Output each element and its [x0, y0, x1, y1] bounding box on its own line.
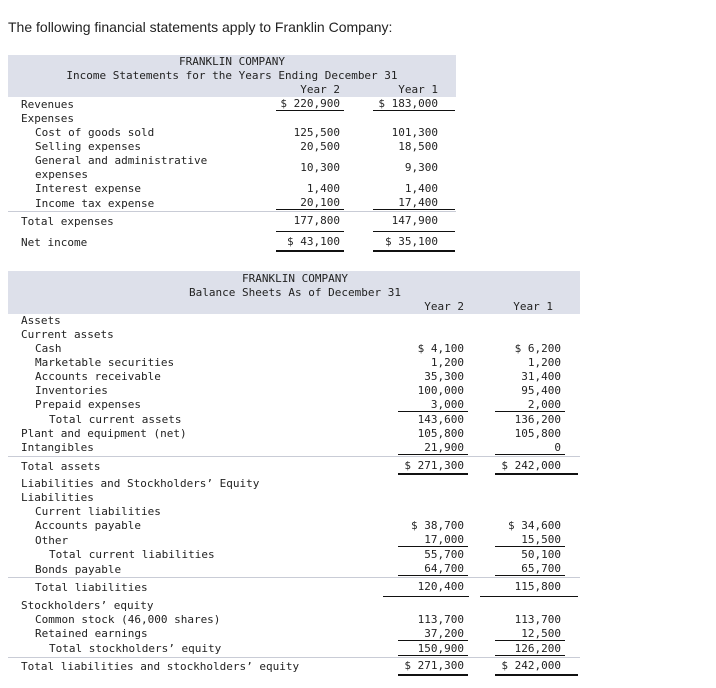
interest-label: Interest expense	[35, 182, 141, 195]
other-y1: 15,500	[521, 533, 561, 546]
underline	[398, 575, 468, 576]
underline	[373, 209, 455, 210]
double-underline	[373, 250, 455, 252]
income-col-year1: Year 1	[398, 83, 438, 96]
total-expenses-y1: 147,900	[391, 214, 438, 227]
cogs-y1: 101,300	[391, 126, 438, 139]
total-assets-y1: $ 242,000	[501, 459, 561, 472]
total-equity-label: Total stockholders’ equity	[49, 642, 222, 655]
double-underline	[495, 674, 578, 676]
total-le-label: Total liabilities and stockholders’ equity	[21, 660, 300, 673]
underline	[495, 546, 565, 547]
bonds-label: Bonds payable	[35, 563, 122, 576]
total-current-assets-y2: 143,600	[417, 413, 464, 426]
liab-equity-label: Liabilities and Stockholders’ Equity	[21, 477, 260, 490]
current-assets-label: Current assets	[21, 328, 114, 341]
net-income-label: Net income	[21, 236, 88, 249]
total-expenses-label: Total expenses	[21, 215, 114, 228]
underline	[276, 110, 344, 111]
total-le-y2: $ 271,300	[404, 659, 464, 672]
underline	[276, 231, 344, 232]
double-underline	[276, 250, 344, 252]
underline	[276, 209, 344, 210]
total-current-liabilities-label: Total current liabilities	[49, 548, 215, 561]
other-y2: 17,000	[424, 533, 464, 546]
balance-col-year1: Year 1	[513, 300, 553, 313]
total-le-y1: $ 242,000	[501, 659, 561, 672]
payable-y1: $ 34,600	[508, 519, 561, 532]
row-divider	[8, 456, 580, 457]
tax-y2: 20,100	[300, 196, 340, 209]
income-company: FRANKLIN COMPANY	[179, 55, 285, 68]
selling-y1: 18,500	[398, 140, 438, 153]
common-label: Common stock (46,000 shares)	[35, 613, 221, 626]
underline	[383, 596, 469, 597]
equity-label: Stockholders’ equity	[21, 599, 154, 612]
cogs-label: Cost of goods sold	[35, 126, 155, 139]
common-y2: 113,700	[417, 613, 464, 626]
bonds-y2: 64,700	[424, 562, 464, 575]
cogs-y2: 125,500	[293, 126, 340, 139]
double-underline	[495, 473, 578, 475]
ga-y1: 9,300	[404, 161, 438, 174]
total-current-assets-y1: 136,200	[514, 413, 561, 426]
ga-y2: 10,300	[300, 161, 340, 174]
underline	[398, 655, 468, 656]
net-income-y1: $ 35,100	[385, 235, 438, 248]
total-assets-y2: $ 271,300	[404, 459, 464, 472]
current-liabilities-label: Current liabilities	[35, 505, 161, 518]
net-income-y2: $ 43,100	[287, 235, 340, 248]
row-divider	[8, 657, 580, 658]
selling-y2: 20,500	[300, 140, 340, 153]
liabilities-label: Liabilities	[21, 491, 94, 504]
revenues-y2: $ 220,900	[280, 97, 340, 110]
ga-label: General and administrative	[35, 154, 208, 167]
payable-y2: $ 38,700	[411, 519, 464, 532]
retained-y1: 12,500	[521, 627, 561, 640]
total-expenses-y2: 177,800	[293, 214, 340, 227]
securities-label: Marketable securities	[35, 356, 175, 369]
cash-label: Cash	[35, 342, 62, 355]
retained-y2: 37,200	[424, 627, 464, 640]
revenues-y1: $ 183,000	[378, 97, 438, 110]
underline	[495, 640, 565, 641]
balance-company: FRANKLIN COMPANY	[242, 272, 348, 285]
total-current-liabilities-y1: 50,100	[521, 548, 561, 561]
assets-label: Assets	[21, 314, 61, 327]
underline	[495, 411, 565, 412]
underline	[373, 110, 455, 111]
inventories-y1: 95,400	[521, 384, 561, 397]
intangibles-y1: 0	[554, 441, 561, 454]
total-equity-y1: 126,200	[514, 642, 561, 655]
inventories-label: Inventories	[35, 384, 108, 397]
row-divider	[8, 577, 580, 578]
interest-y1: 1,400	[404, 182, 438, 195]
cash-y2: $ 4,100	[417, 342, 464, 355]
double-underline	[398, 473, 468, 475]
total-liabilities-y1: 115,800	[514, 580, 561, 593]
underline	[373, 231, 455, 232]
balance-col-year2: Year 2	[424, 300, 464, 313]
underline	[398, 546, 468, 547]
expenses-label: Expenses	[21, 112, 74, 125]
underline	[495, 575, 565, 576]
underline	[398, 411, 468, 412]
income-col-year2: Year 2	[300, 83, 340, 96]
bonds-y1: 65,700	[521, 562, 561, 575]
row-divider	[8, 211, 456, 212]
payable-label: Accounts payable	[35, 519, 141, 532]
receivable-y2: 35,300	[424, 370, 464, 383]
plant-y2: 105,800	[417, 427, 464, 440]
securities-y1: 1,200	[527, 356, 561, 369]
total-current-liabilities-y2: 55,700	[424, 548, 464, 561]
ga-label-cont: expenses	[35, 168, 88, 181]
underline	[398, 640, 468, 641]
receivable-y1: 31,400	[521, 370, 561, 383]
underline	[495, 655, 565, 656]
intangibles-label: Intangibles	[21, 441, 94, 454]
inventories-y2: 100,000	[417, 384, 464, 397]
intangibles-y2: 21,900	[424, 441, 464, 454]
tax-y1: 17,400	[398, 196, 438, 209]
total-current-assets-label: Total current assets	[49, 413, 182, 426]
intro-text: The following financial statements apply to Franklin Company:	[8, 19, 393, 35]
retained-label: Retained earnings	[35, 627, 148, 640]
securities-y2: 1,200	[430, 356, 464, 369]
total-assets-label: Total assets	[21, 460, 101, 473]
underline	[495, 454, 565, 455]
other-label: Other	[35, 534, 69, 547]
double-underline	[398, 674, 468, 676]
common-y1: 113,700	[514, 613, 561, 626]
selling-label: Selling expenses	[35, 140, 141, 153]
receivable-label: Accounts receivable	[35, 370, 161, 383]
plant-y1: 105,800	[514, 427, 561, 440]
interest-y2: 1,400	[306, 182, 340, 195]
cash-y1: $ 6,200	[514, 342, 561, 355]
total-liabilities-y2: 120,400	[417, 580, 464, 593]
prepaid-label: Prepaid expenses	[35, 398, 141, 411]
total-liabilities-label: Total liabilities	[35, 581, 148, 594]
prepaid-y1: 2,000	[527, 398, 561, 411]
revenues-label: Revenues	[21, 98, 74, 111]
plant-label: Plant and equipment (net)	[21, 427, 187, 440]
prepaid-y2: 3,000	[430, 398, 464, 411]
underline	[480, 596, 578, 597]
income-title: Income Statements for the Years Ending December 31	[66, 69, 398, 82]
underline	[398, 454, 468, 455]
tax-label: Income tax expense	[35, 197, 155, 210]
balance-title: Balance Sheets As of December 31	[189, 286, 401, 299]
total-equity-y2: 150,900	[417, 642, 464, 655]
